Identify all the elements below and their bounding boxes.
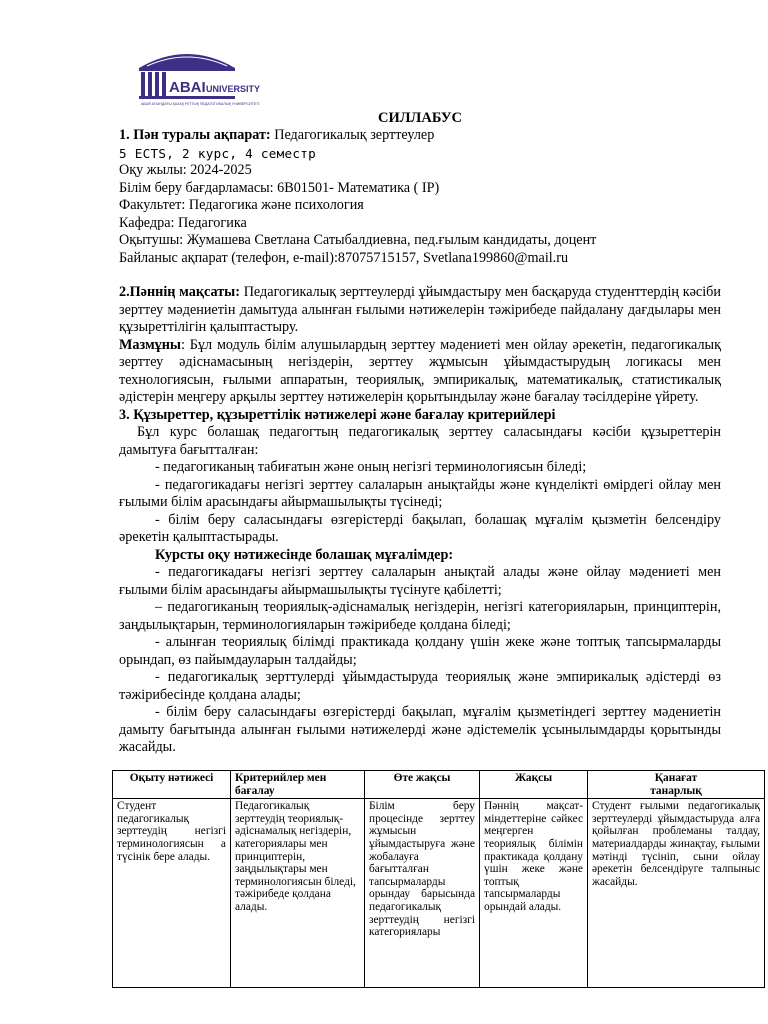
course-goal-heading: 2.Пәннің мақсаты:: [119, 284, 240, 300]
competency-item: - білім беру саласындағы өзгерістерді бақылап, болашақ мұғалім қызметін белсендіру әрекетін қалыптастырады.: [119, 511, 721, 545]
table-header-cell: Жақсы: [480, 771, 588, 799]
table-cell: Білім беру процесінде зерттеу жұмысын ұйымдастыруға және жобалауға бағытталған тапсырмаларды орындау барысында педагогикалық зерттеудің негізгі категориялары: [365, 799, 480, 988]
lecturer: Оқытушы: Жумашева Светлана Сатыбалдиевна, пед.ғылым кандидаты, доцент: [119, 232, 597, 248]
table-header-cell: Оқыту нәтижесі: [113, 771, 231, 799]
faculty: Факультет: Педагогика және психология: [119, 197, 364, 213]
course-credits: 5 ECTS, 2 курс, 4 семестр: [119, 145, 317, 161]
contact-info: Байланыс ақпарат (телефон, e-mail):87075715157, Svetlana199860@mail.ru: [119, 249, 569, 266]
assessment-criteria-table: [112, 770, 765, 988]
course-info-line: [119, 127, 721, 145]
table-cell: Студент педагогикалық зерттеудің негізгі терминологиясын а түсінік бере алады.: [113, 799, 231, 988]
table-header-row: [113, 771, 765, 799]
table-header-cell: Критерийлер мен бағалау: [231, 771, 365, 799]
outcome-item: - педагогикалық зерттулерді ұйымдастыруда теориялық және эмпирикалық әдістерді өз тәжірибесінде қолдана алады;: [119, 669, 721, 703]
competencies-intro: Бұл курс болашақ педагогтың педагогикалық зерттеу саласындағы кәсіби құзыреттерін дамытуға бағытталған:: [119, 424, 721, 458]
academic-year: Оқу жылы: 2024-2025: [119, 162, 252, 178]
competency-item: - педагогикадағы негізгі зерттеу салаларын анықтайды және күнделікті өмірдегі ойлау мен ғылыми білім арасындағы айырмашылықты түсінеді;: [119, 476, 721, 510]
outcome-item: – педагогиканың теориялық-әдіснамалық негіздерін, негізгі категорияларын, принциптерін, заңдылықтарын, терминологияларын тәжірибеде қолдана біледі;: [119, 599, 721, 633]
outcome-item: - педагогикадағы негізгі зерттеу салаларын анықтай алады және ойлау мәдениеті мен ғылыми білім арасындағы айырмашылықты түсінуге қабілетті;: [119, 564, 721, 598]
department: Кафедра: Педагогика: [119, 214, 247, 231]
competency-item: - педагогиканың табиғатын және оның негізгі терминологиясын біледі;: [155, 459, 587, 475]
course-goal: [119, 284, 721, 337]
outcomes-heading: Курсты оқу нәтижесінде болашақ мұғалімдер:: [155, 546, 454, 563]
svg-text:UNIVERSITY: UNIVERSITY: [206, 84, 261, 94]
course-goal-text: Педагогикалық зерттеулерді ұйымдастыру мен басқаруда студенттердің кәсіби зерттеу мәдениетін дамытуда алынған ғылыми нәтижелерін тәжірибеде пайдалану дағдылары мен құзыреттілігін қалыптастыру.: [119, 284, 721, 335]
table-cell: Пәннің мақсат-міндеттеріне сәйкес меңгерген теориялық білімін практикада қолдану үшін жеке және топтық тапсырмаларды орындай алады.: [480, 799, 588, 988]
outcome-item: - алынған теориялық білімді практикада қолдану үшін жеке және топтық тапсырмаларды орындап, өз пайымдауларын талдайды;: [119, 634, 721, 668]
svg-text:АБАЙ АТЫНДАҒЫ ҚАЗАҚ ҰЛТТЫҚ ПЕД: АБАЙ АТЫНДАҒЫ ҚАЗАҚ ҰЛТТЫҚ ПЕДАГОГИКАЛЫҚ УНИВЕРСИТЕТІ: [141, 102, 260, 106]
course-content: [119, 337, 721, 407]
competencies-heading: 3. Құзыреттер, құзыреттілік нәтижелері және бағалау критерийлері: [119, 406, 556, 423]
education-program: Білім беру бағдарламасы: 6В01501- Математика ( IP): [119, 179, 440, 196]
logo-graphic: [133, 46, 261, 108]
course-info-block: [119, 127, 721, 757]
table-header-cell: Қанағат танарлық: [588, 771, 765, 799]
course-content-heading: Мазмұны: [119, 336, 181, 353]
outcome-item: - білім беру саласындағы өзгерістерді бақылап, мұғалім қызметіндегі зерттеу мәдениетін дамыту бағытында алынған ғылыми нәтижелерді және әдістемелік ұсынылымдарды қорытынды жасайды.: [119, 704, 721, 755]
document-title: СИЛЛАБУС: [377, 110, 463, 126]
logo-wordmark: ABAI: [169, 79, 206, 96]
course-name: Педагогикалық зерттеулер: [270, 127, 435, 143]
table-header-cell: Өте жақсы: [365, 771, 480, 799]
table-row: [113, 799, 765, 988]
abai-university-logo: [133, 46, 261, 108]
course-content-text: : Бұл модуль білім алушылардың зерттеу мәдениеті мен ойлау әрекетін, педагогикалық зерттеу әдіснамасының негіздерін, зерттеу жұмысын ұйымдастырудың логикасы мен технологиясын, ғылыми аппаратын, теориялық, эмпирикалық, математикалық, статистикалық әдістерін меңгеру арқылы зерттеу нәтижелерін қорытындылау және бағалау тәсілдеріне үйрету.: [119, 336, 721, 405]
table-cell: Педагогикалық зерттеудің теориялық-әдіснамалық негіздерін, категориялары мен принциптерін, заңдылықтары мен терминологиясын біледі, тәжірибеде қолдана алады.: [231, 799, 365, 988]
table-cell: Студент ғылыми педагогикалық зерттеулерді ұйымдастыруда алға қойылған проблеманы талдау, материалдарды жинақтау, ғылыми мәтінді түсініп, сыни ойлау әрекетін белсендіруге талпыныс жасайды.: [588, 799, 765, 988]
course-info-heading: 1. Пән туралы ақпарат:: [119, 127, 271, 143]
